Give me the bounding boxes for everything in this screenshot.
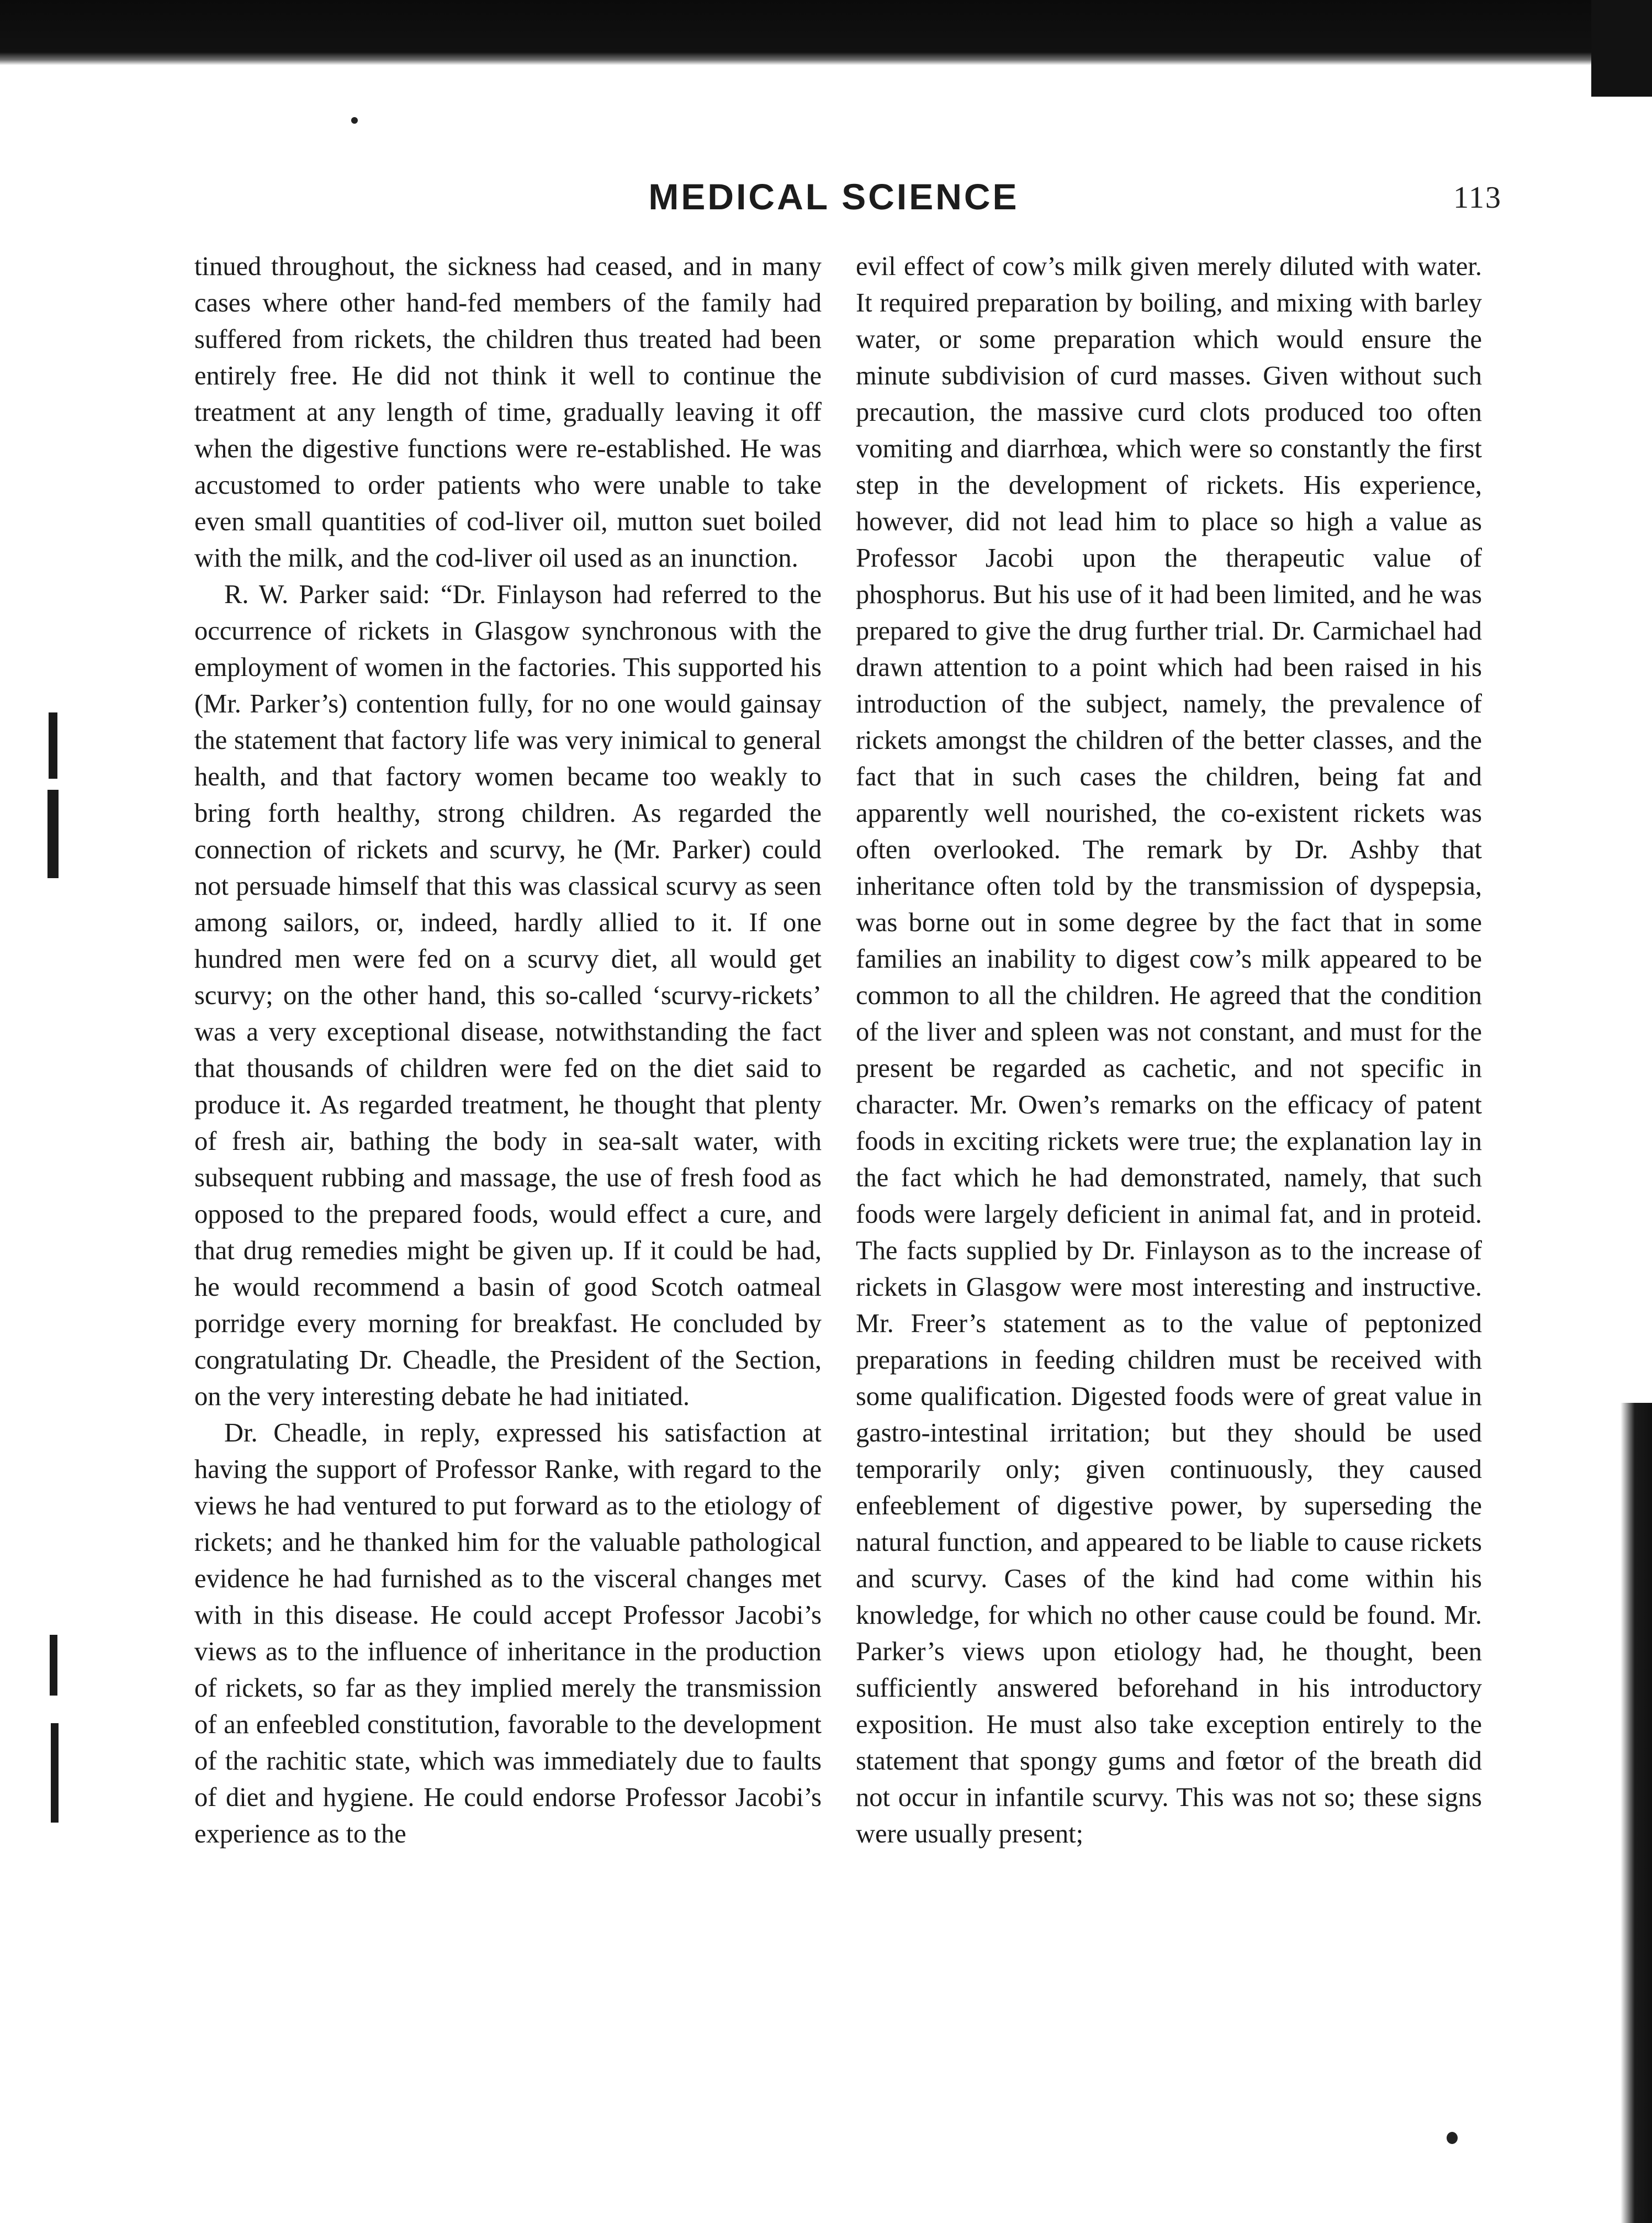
scan-top-border: [0, 0, 1652, 65]
right-column: [856, 249, 1482, 2099]
scan-speck: [1447, 2132, 1458, 2144]
paragraph: R. W. Parker said: “Dr. Finlayson had referred to the occurrence of rickets in Glasgow synchronous with the employment of women in the factories. This supported his (Mr. Parker’s) contention fully, for no one would gainsay the statement that factory life was very inimical to general health, and that factory women became too weakly to bring forth healthy, strong children. As regarded the connection of rickets and scurvy, he (Mr. Parker) could not persuade himself that this was classical scurvy as seen among sailors, or, indeed, hardly allied to it. If one hundred men were fed on a scurvy diet, all would get scurvy; on the other hand, this so-called ‘scurvy-rickets’ was a very exceptional disease, notwithstanding the fact that thousands of children were fed on the diet said to produce it. As regarded treatment, he thought that plenty of fresh air, bathing the body in sea-salt water, with subsequent rubbing and massage, the use of fresh food as opposed to the prepared foods, would effect a cure, and that drug remedies might be given up. If it could be had, he would recommend a basin of good Scotch oatmeal porridge every morning for breakfast. He concluded by congratulating Dr. Cheadle, the President of the Section, on the very interesting debate he had initiated.: [194, 580, 822, 1411]
paragraph: tinued throughout, the sickness had ceased, and in many cases where other hand-fed members of the family had suffered from rickets, the children thus treated had been entirely free. He did not think it well to continue the treatment at any length of time, gradually leaving it off when the digestive functions were re-established. He was accustomed to order patients who were unable to take even small quantities of cod-liver oil, mutton suet boiled with the milk, and the cod-liver oil used as an inunction.: [194, 252, 822, 573]
page-number: 113: [1453, 181, 1502, 215]
margin-mark: [49, 712, 57, 779]
margin-mark: [50, 1635, 57, 1696]
paragraph: evil effect of cow’s milk given merely diluted with water. It required preparation by boiling, and mixing with barley water, or some preparation which would ensure the minute subdivision of curd masses. Given without such precaution, the massive curd clots produced too often vomiting and diarrhœa, which were so constantly the first step in the development of rickets. His experience, however, did not lead him to place so high a value as Professor Jacobi upon the therapeutic value of phosphorus. But his use of it had been limited, and he was prepared to give the drug further trial. Dr. Carmichael had drawn attention to a point which had been raised in his introduction of the subject, namely, the prevalence of rickets amongst the children of the better classes, and the fact that in such cases the children, being fat and apparently well nourished, the co-existent rickets was often overlooked. The remark by Dr. Ashby that inheritance often told by the transmission of dyspepsia, was borne out in some degree by the fact that in some families an inability to digest cow’s milk appeared to be common to all the children. He agreed that the condition of the liver and spleen was not constant, and must for the present be regarded as cachetic, and not specific in character. Mr. Owen’s remarks on the efficacy of patent foods in exciting rickets were true; the explanation lay in the fact which he had demonstrated, namely, that such foods were largely deficient in animal fat, and in proteid. The facts supplied by Dr. Finlayson as to the increase of rickets in Glasgow were most interesting and instructive. Mr. Freer’s statement as to the value of peptonized preparations in feeding children must be received with some qualification. Digested foods were of great value in gastro-intestinal irritation; but they should be used temporarily only; given continuously, they caused enfeeblement of digestive power, by superseding the natural function, and appeared to be liable to cause rickets and scurvy. Cases of the kind had come within his knowledge, for which no other cause could be found. Mr. Parker’s views upon etiology had, he thought, been sufficiently answered beforehand in his introductory exposition. He must also take exception entirely to the statement that spongy gums and fœtor of the breath did not occur in infantile scurvy. This was not so; these signs were usually present;: [856, 252, 1482, 1849]
left-column: [194, 249, 822, 2099]
paragraph: Dr. Cheadle, in reply, expressed his satisfaction at having the support of Professor Ranke, with regard to the views he had ventured to put forward as to the etiology of rickets; and he thanked him for the valuable pathological evidence he had furnished as to the visceral changes met with in this disease. He could accept Professor Jacobi’s views as to the influence of inheritance in the production of rickets, so far as they implied merely the transmission of an enfeebled constitution, favorable to the development of the rachitic state, which was immediately due to faults of diet and hygiene. He could endorse Professor Jacobi’s experience as to the: [194, 1418, 822, 1849]
scan-speck: [351, 117, 358, 124]
page-header: [0, 176, 1652, 236]
margin-mark: [47, 790, 59, 878]
scan-right-edge-shadow: [1621, 1403, 1652, 2223]
running-title: MEDICAL SCIENCE: [648, 176, 1019, 217]
margin-mark: [51, 1723, 59, 1823]
scan-corner-shadow: [1591, 0, 1652, 97]
